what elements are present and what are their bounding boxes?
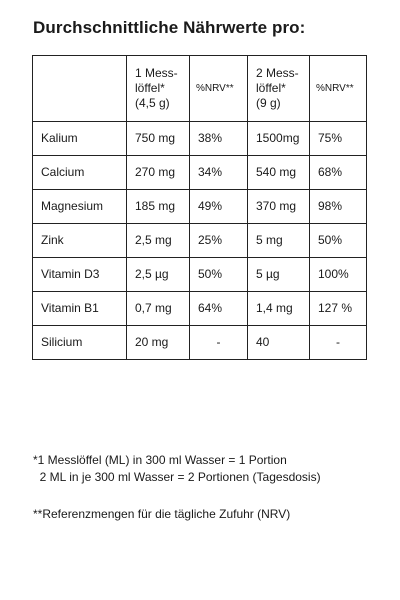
nutrient-name: Silicium <box>33 326 127 360</box>
table-row <box>33 292 367 326</box>
amount-two-scoops: 1500mg <box>248 122 310 156</box>
nutrition-table <box>32 55 367 360</box>
nutrient-name: Magnesium <box>33 190 127 224</box>
nrv-two-scoops: 68% <box>310 156 367 190</box>
nrv-one-scoop: - <box>190 326 248 360</box>
page-title: Durchschnittliche Nährwerte pro: <box>33 18 306 37</box>
nutrient-name: Zink <box>33 224 127 258</box>
footnote-serving-line-1: *1 Messlöffel (ML) in 300 ml Wasser = 1 Portion <box>33 453 287 467</box>
amount-two-scoops: 5 mg <box>248 224 310 258</box>
amount-one-scoop: 0,7 mg <box>127 292 190 326</box>
header-cell-two-scoops <box>248 56 310 122</box>
nrv-one-scoop: 34% <box>190 156 248 190</box>
nrv-two-scoops: 100% <box>310 258 367 292</box>
amount-one-scoop: 2,5 µg <box>127 258 190 292</box>
footnote-nrv: **Referenzmengen für die tägliche Zufuhr (NRV) <box>33 507 291 521</box>
nrv-one-scoop: 64% <box>190 292 248 326</box>
amount-two-scoops: 5 µg <box>248 258 310 292</box>
amount-one-scoop: 2,5 mg <box>127 224 190 258</box>
table-row <box>33 224 367 258</box>
header-two-scoops-text: 2 Mess- löffel* (9 g) <box>256 66 299 110</box>
nrv-two-scoops: - <box>310 326 367 360</box>
nutrient-name: Calcium <box>33 156 127 190</box>
amount-two-scoops: 540 mg <box>248 156 310 190</box>
amount-one-scoop: 270 mg <box>127 156 190 190</box>
table-row <box>33 122 367 156</box>
amount-two-scoops: 40 <box>248 326 310 360</box>
table-header-row <box>33 56 367 122</box>
nrv-one-scoop: 49% <box>190 190 248 224</box>
nrv-one-scoop: 38% <box>190 122 248 156</box>
amount-two-scoops: 370 mg <box>248 190 310 224</box>
amount-one-scoop: 750 mg <box>127 122 190 156</box>
nrv-two-scoops: 127 % <box>310 292 367 326</box>
amount-one-scoop: 20 mg <box>127 326 190 360</box>
nutrient-name: Vitamin B1 <box>33 292 127 326</box>
header-cell-one-scoop <box>127 56 190 122</box>
header-cell-nutrient <box>33 56 127 122</box>
nrv-two-scoops: 98% <box>310 190 367 224</box>
amount-two-scoops: 1,4 mg <box>248 292 310 326</box>
header-cell-nrv-two: %NRV** <box>310 56 367 122</box>
nrv-one-scoop: 25% <box>190 224 248 258</box>
header-cell-nrv-one: %NRV** <box>190 56 248 122</box>
footnote-serving-line-2: 2 ML in je 300 ml Wasser = 2 Portionen (Tagesdosis) <box>33 470 321 484</box>
nrv-one-scoop: 50% <box>190 258 248 292</box>
table-row <box>33 190 367 224</box>
nrv-two-scoops: 75% <box>310 122 367 156</box>
nrv-two-scoops: 50% <box>310 224 367 258</box>
amount-one-scoop: 185 mg <box>127 190 190 224</box>
table-row <box>33 156 367 190</box>
header-one-scoop-text: 1 Mess- löffel* (4,5 g) <box>135 66 178 110</box>
footnotes <box>33 452 321 523</box>
nutrient-name: Vitamin D3 <box>33 258 127 292</box>
table-row <box>33 258 367 292</box>
table-row <box>33 326 367 360</box>
nutrient-name: Kalium <box>33 122 127 156</box>
